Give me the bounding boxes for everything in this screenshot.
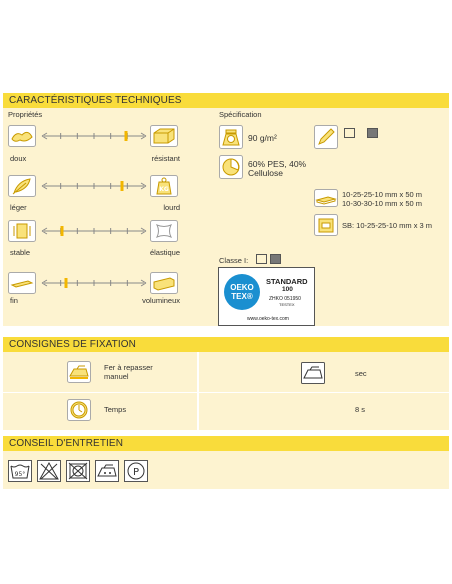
oeko-tex-label	[218, 267, 315, 326]
oeko-number: 100	[282, 286, 293, 293]
tech-header	[3, 93, 449, 108]
dry-iron-icon	[301, 362, 325, 384]
clock-icon	[67, 399, 91, 421]
property-scale-1	[40, 181, 150, 191]
scale-weight-icon	[219, 125, 243, 149]
care-title: CONSEIL D'ENTRETIEN	[9, 438, 124, 449]
resistant-fabric-icon	[150, 125, 178, 147]
hand-iron-icon	[67, 361, 91, 383]
scale-marker	[121, 181, 124, 191]
fixation-time-value: 8 s	[355, 405, 366, 414]
spec-weight: 90 g/m²	[248, 133, 277, 143]
fixation-header	[3, 337, 449, 352]
wash-95-icon	[8, 460, 32, 482]
voluminous-fabric-icon	[150, 272, 178, 294]
care-header	[3, 436, 449, 451]
thin-fabric-icon	[8, 272, 36, 294]
pencil-icon	[314, 125, 338, 149]
swatch-white	[344, 128, 355, 138]
svg-text:TEX®: TEX®	[231, 292, 253, 301]
property-scale-0	[40, 131, 150, 141]
scale-left-label: léger	[10, 203, 27, 212]
soft-fabric-icon	[8, 125, 36, 147]
oeko-tex-logo	[223, 273, 261, 311]
classe-label: Classe I:	[219, 256, 249, 265]
fixation-col-separator	[197, 352, 199, 430]
property-scale-2	[40, 226, 150, 236]
no-tumble-dry-icon	[66, 460, 90, 482]
stable-fabric-icon	[8, 220, 36, 242]
property-scale-3	[40, 278, 150, 288]
composition-icon	[219, 155, 243, 179]
scale-left-label: stable	[10, 248, 31, 257]
size-1: 10-25-25-10 mm x 50 m	[342, 190, 423, 199]
oeko-standard: STANDARD	[266, 277, 308, 286]
feather-icon	[8, 175, 36, 197]
fixation-title: CONSIGNES DE FIXATION	[9, 339, 136, 350]
iron-two-dots-icon	[95, 460, 119, 482]
size-3: SB: 10-25-25-10 mm x 3 m	[342, 221, 433, 230]
specification-title: Spécification	[219, 110, 262, 119]
size-2: 10-30-30-10 mm x 50 m	[342, 199, 423, 208]
scale-left-label: fin	[10, 296, 18, 305]
fixation-method-1: Fer à repasser	[104, 363, 153, 372]
scale-marker	[61, 226, 64, 236]
package-size-icon	[314, 214, 338, 236]
elastic-fabric-icon	[150, 220, 178, 242]
scale-right-label: élastique	[149, 248, 180, 257]
roll-size-icon	[314, 189, 338, 207]
fixation-row-separator	[3, 392, 449, 393]
classe-swatch-white	[256, 254, 267, 264]
fixation-time-label: Temps	[104, 405, 127, 414]
fixation-method-2: manuel	[104, 372, 129, 381]
scale-left-label: doux	[10, 154, 27, 163]
dry-clean-p-icon	[124, 460, 148, 482]
swatch-grey	[367, 128, 378, 138]
tech-title: CARACTÉRISTIQUES TECHNIQUES	[9, 95, 182, 106]
weight-icon	[150, 175, 178, 197]
no-bleach-icon	[37, 460, 61, 482]
oeko-code: ZHKO 051950	[269, 296, 301, 302]
scale-marker	[65, 278, 68, 288]
fixation-method-value: sec	[355, 369, 367, 378]
properties-title: Propriétés	[8, 110, 43, 119]
svg-text:95°: 95°	[14, 471, 26, 478]
classe-swatch-grey	[270, 254, 281, 264]
spec-composition-2: Cellulose	[248, 168, 283, 178]
scale-marker	[125, 131, 128, 141]
svg-text:KG: KG	[159, 186, 169, 193]
scale-right-label: résistant	[151, 154, 180, 163]
scale-right-label: volumineux	[142, 296, 180, 305]
scale-right-label: lourd	[163, 203, 180, 212]
spec-composition-1: 60% PES, 40%	[248, 159, 307, 169]
svg-text:OEKO: OEKO	[230, 283, 254, 292]
oeko-url: www.oeko-tex.com	[247, 316, 289, 322]
oeko-institute: TESTEX	[279, 302, 295, 307]
svg-text:P: P	[132, 467, 140, 478]
